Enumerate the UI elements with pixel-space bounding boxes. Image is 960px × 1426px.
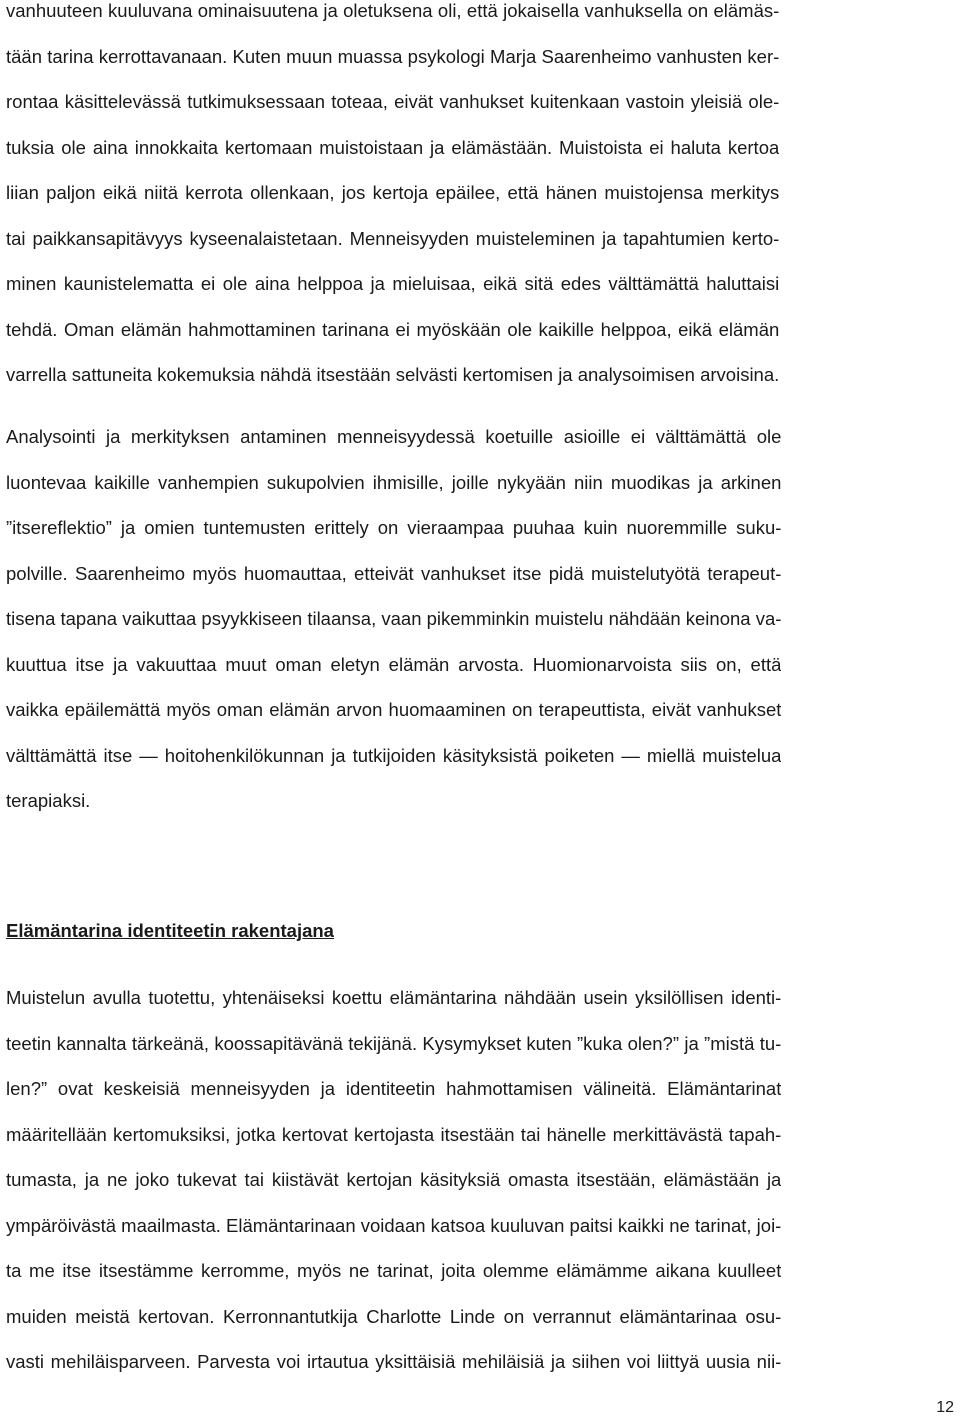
paragraph-line: Analysointi ja merkityksen antaminen menneisyydessä koetuille asioille ei välttämättä ole (6, 426, 782, 447)
paragraph-line: len?” ovat keskeisiä menneisyyden ja identiteetin hahmottamisen välineitä. Elämäntarinat (6, 1078, 782, 1099)
paragraph-line: liian paljon eikä niitä kerrota ollenkaan, jos kertoja epäilee, että hänen muistojensa merkitys (6, 182, 780, 203)
paragraph-1 (6, 0, 779, 398)
paragraph-line: tään tarina kerrottavanaan. Kuten muun muassa psykologi Marja Saarenheimo vanhusten ker- (6, 45, 780, 67)
paragraph-2 (6, 414, 781, 824)
paragraph-line: ta me itse itsestämme kerromme, myös ne tarinat, joita olemme elämämme aikana kuulleet (6, 1260, 782, 1281)
paragraph-3 (6, 975, 781, 1385)
paragraph-line: Muistelun avulla tuotettu, yhtenäiseksi koettu elämäntarina nähdään usein yksilöllisen identi- (6, 987, 782, 1008)
paragraph-line: kuuttua itse ja vakuuttaa muut oman eletyn elämän arvosta. Huomionarvoista siis on, että (6, 653, 782, 675)
paragraph-line: terapiaksi. (6, 790, 91, 811)
paragraph-line: tai paikkansapitävyys kyseenalaistetaan. Menneisyyden muisteleminen ja tapahtumien kerto- (6, 227, 780, 249)
section-heading: Elämäntarina identiteetin rakentajana (6, 920, 334, 941)
paragraph-line: vaikka epäilemättä myös oman elämän arvon huomaaminen on terapeuttista, eivät vanhukset (6, 699, 782, 720)
page-number: 12 (936, 1399, 954, 1416)
paragraph-line: varrella sattuneita kokemuksia nähdä itsestään selvästi kertomisen ja analysoimisen arvoisina. (6, 364, 780, 385)
paragraph-line: minen kaunistelematta ei ole aina helppoa ja mieluisaa, eikä sitä edes välttämättä haluttaisi (6, 273, 780, 294)
paragraph-line: muiden meistä kertovan. Kerronnantutkija Charlotte Linde on verrannut elämäntarinaa osu- (6, 1305, 782, 1327)
paragraph-line: teetin kannalta tärkeänä, koossapitävänä tekijänä. Kysymykset kuten ”kuka olen?” ja ”mistä tu- (6, 1032, 782, 1054)
paragraph-line: ympäröivästä maailmasta. Elämäntarinaan voidaan katsoa kuuluvan paitsi kaikki ne tarinat, joi- (6, 1214, 782, 1236)
paragraph-line: tuksia ole aina innokkaita kertomaan muistoistaan ja elämästään. Muistoista ei haluta kertoa (6, 136, 780, 158)
paragraph-line: tehdä. Oman elämän hahmottaminen tarinana ei myöskään ole kaikille helppoa, eikä elämän (6, 318, 780, 340)
paragraph-line: välttämättä itse — hoitohenkilökunnan ja tutkijoiden käsityksistä poiketen — miellä muistelua (6, 744, 782, 766)
paragraph-line: tisena tapana vaikuttaa psyykkiseen tilaansa, vaan pikemminkin muistelu nähdään keinona va- (6, 608, 782, 629)
paragraph-line: rontaa käsittelevässä tutkimuksessaan toteaa, eivät vanhukset kuitenkaan vastoin yleisiä ole- (6, 91, 780, 112)
paragraph-line: ”itsereflektio” ja omien tuntemusten erittely on vieraampaa puuhaa kuin nuoremmille suku- (6, 517, 782, 538)
paragraph-line: tumasta, ja ne joko tukevat tai kiistävät kertojan käsityksiä omasta itsestään, elämästään ja (6, 1169, 782, 1190)
paragraph-line: vasti mehiläisparveen. Parvesta voi irtautua yksittäisiä mehiläisiä ja siihen voi liittyä uusia nii- (6, 1351, 782, 1372)
paragraph-line: polville. Saarenheimo myös huomauttaa, etteivät vanhukset itse pidä muistelutyötä terapeut- (6, 562, 782, 584)
paragraph-line: vanhuuteen kuuluvana ominaisuutena ja oletuksena oli, että jokaisella vanhuksella on elämäs- (6, 0, 780, 21)
paragraph-line: luontevaa kaikille vanhempien sukupolvien ihmisille, joille nykyään niin muodikas ja arkinen (6, 471, 782, 493)
paragraph-line: määritellään kertomuksiksi, jotka kertovat kertojasta itsestään tai hänelle merkittävästä tapah- (6, 1123, 782, 1145)
